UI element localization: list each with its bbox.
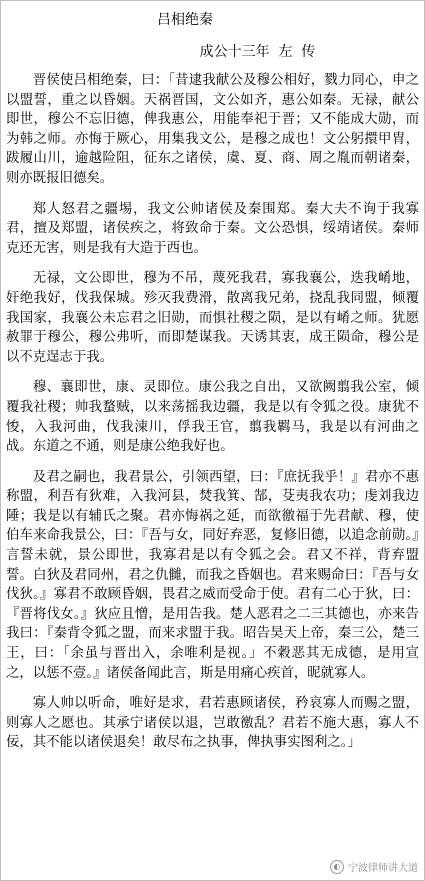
document-subtitle: 成公十三年 左 传	[199, 44, 316, 60]
wechat-icon: ◐	[330, 860, 344, 874]
paragraph: 穆、襄即世，康、灵即位。康公我之自出，又欲阙翦我公室，倾覆我社稷；帅我蝥贼，以来荡摇我边疆，我是以有令狐之役。康犹不悛，入我河曲，伐我涑川，俘我王官，翦我羁马，我是以有河曲之战。东道之不通，则是康公绝我好也。	[6, 380, 419, 455]
paragraph: 及君之嗣也，我君景公，引领西望，曰：『庶抚我乎！』君亦不惠称盟，利吾有狄难，入我河县，焚我箕、郜，芟夷我农功；虔刘我边陲；我是以有辅氏之聚。君亦悔祸之延，而欲徼福于先君献、穆，使伯车来命我景公，曰：『吾与女，同好弃恶，复修旧德，以追念前勋。』言誓未就，景公即世，我寡君是以有令狐之会。君又不祥，背弃盟誓。白狄及君同州，君之仇雠，而我之昏姻也。君来赐命曰：『吾与女伐狄。』寡君不敢顾昏姻，畏君之威而受命于使。君有二心于狄，曰：『晋将伐女。』狄应且憎，是用告我。楚人恶君之二三其德也，亦来告我曰：『秦背令狐之盟，而来求盟于我。昭告昊天上帝，秦三公，楚三王，曰：「余虽与晋出入，余唯利是视。」不穀恶其无成德，是用宣之，以惩不壹。』诸侯备闻此言，斯是用痛心疾首，昵就寡人。	[6, 469, 419, 681]
watermark-text: 宁波律师讲大道	[348, 863, 418, 874]
document-title: 吕相绝秦	[157, 12, 213, 28]
paragraph: 寡人帅以听命，唯好是求，君若惠顾诸侯，矜哀寡人而赐之盟，则寡人之愿也。其承宁诸侯以退，岂敢徼乱？君若不施大惠，寡人不佞，其不能以诸侯退矣！敢尽布之执事，俾执事实图利之。」	[6, 696, 419, 751]
paragraph: 无禄，文公即世，穆为不吊，蔑死我君，寡我襄公，迭我崤地，奸绝我好，伐我保城。殄灭我费滑，散离我兄弟，挠乱我同盟，倾覆我国家，我襄公未忘君之旧勋，而惧社稷之陨，是以有崤之师。犹愿赦罪于穆公，穆公弗听，而即楚谋我。天诱其衷，成王陨命，穆公是以不克逞志于我。	[6, 271, 419, 365]
watermark	[330, 859, 418, 874]
paragraph: 郑人怒君之疆埸，我文公帅诸侯及秦围郑。秦大夫不询于我寡君，擅及郑盟，诸侯疾之，将致命于秦。文公恐惧，绥靖诸侯。秦师克还无害，则是我有大造于西也。	[6, 201, 419, 256]
paragraph: 晋侯使吕相绝秦，曰：「昔逮我献公及穆公相好，戮力同心，申之以盟誓，重之以昏姻。天祸晋国，文公如齐，惠公如秦。无禄，献公即世，穆公不忘旧德，俾我惠公，用能奉祀于晋；又不能成大勋，而为韩之师。亦悔于厥心，用集我文公，是穆之成也！文公躬擐甲胄，跋履山川，逾越险阻，征东之诸侯，虞、夏、商、周之胤而朝诸秦，则亦既报旧德矣。	[6, 73, 419, 186]
